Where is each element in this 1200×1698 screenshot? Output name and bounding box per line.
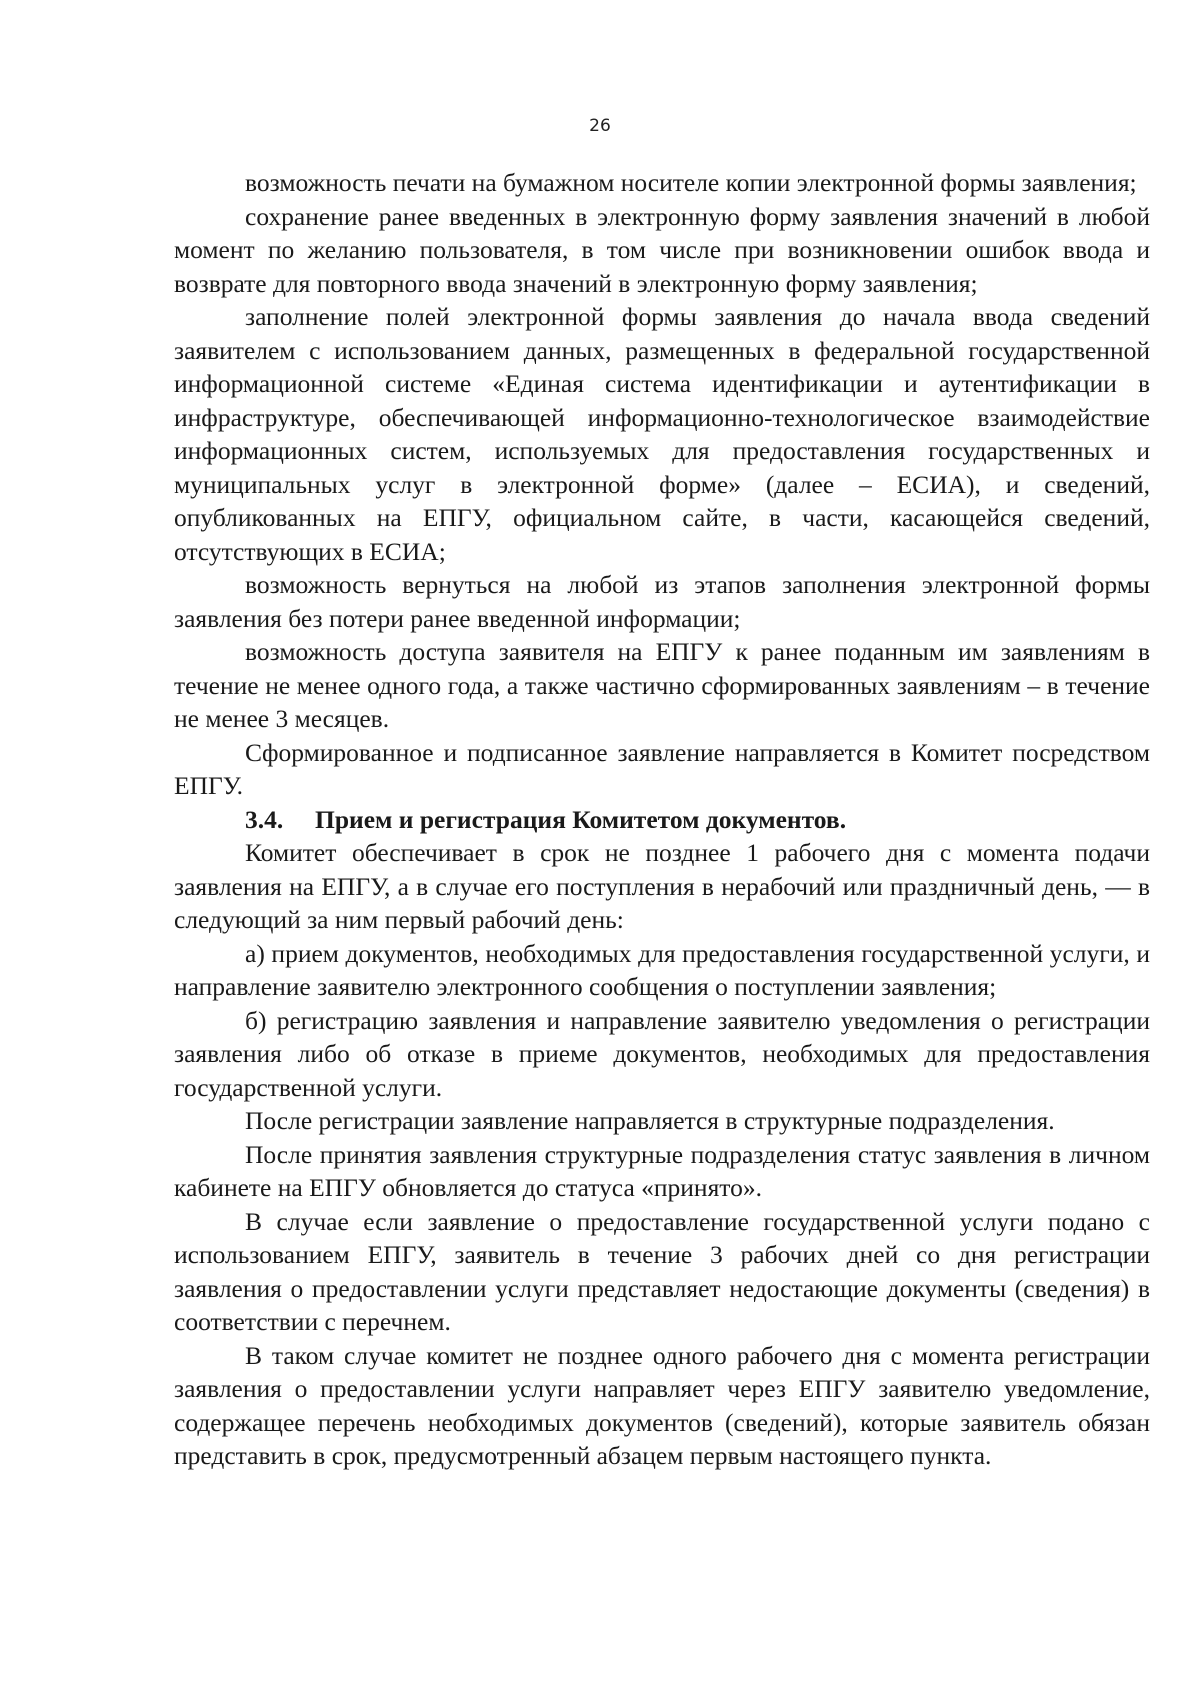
section-number: 3.4. xyxy=(245,804,284,834)
paragraph-save-values: сохранение ранее введенных в электронную форму заявления значений в любой момент по желанию пользователя, в том числе при возникновении ошибок ввода и возврате для повторного ввода значений в электронную форму заявления; xyxy=(174,201,1150,298)
paragraph-esia-autofill: заполнение полей электронной формы заявления до начала ввода сведений заявителем с использованием данных, размещенных в федеральной государственной информационной системе «Единая система идентификации и аутентификации в инфраструктуре, обеспечивающей информационно-технологическое взаимодействие информационных систем, используемых для предоставления государственных и муниципальных услуг в электронной форме» (далее – ЕСИА), и сведений, опубликованных на ЕПГУ, официальном сайте, в части, касающейся сведений, отсутствующих в ЕСИА; xyxy=(174,302,1150,566)
paragraph-print-copy: возможность печати на бумажном носителе копии электронной формы заявления; xyxy=(245,168,1137,197)
document-body xyxy=(174,166,1150,1473)
paragraph-return-to-step: возможность вернуться на любой из этапов заполнения электронной формы заявления без потери ранее введенной информации; xyxy=(174,570,1150,633)
paragraph-item-a: а) прием документов, необходимых для предоставления государственной услуги, и направление заявителю электронного сообщения о поступлении заявления; xyxy=(174,938,1150,1001)
page-number: 26 xyxy=(589,116,611,136)
paragraph-committee-deadline: Комитет обеспечивает в срок не позднее 1 рабочего дня с момента подачи заявления на ЕПГУ, а в случае его поступления в нерабочий или праздничный день, — в следующий за ним первый рабочий день: xyxy=(174,838,1150,934)
paragraph-missing-documents: В случае если заявление о предоставление государственной услуги подано с использованием ЕПГУ, заявитель в течение 3 рабочих дней со дня регистрации заявления о предоставлении услуги представляет недостающие документы (сведения) в соответствии с перечнем. xyxy=(174,1206,1150,1336)
paragraph-item-b: б) регистрацию заявления и направление заявителю уведомления о регистрации заявления либо об отказе в приеме документов, необходимых для предоставления государственной услуги. xyxy=(174,1005,1150,1102)
paragraph-access-applications: возможность доступа заявителя на ЕПГУ к ранее поданным им заявлениям в течение не менее одного года, а также частично сформированных заявлениям – в течение не менее 3 месяцев. xyxy=(174,637,1150,733)
paragraph-after-registration: После регистрации заявление направляется в структурные подразделения. xyxy=(245,1106,1055,1135)
paragraph-notification: В таком случае комитет не позднее одного рабочего дня с момента регистрации заявления о предоставлении услуги направляет через ЕПГУ заявителю уведомление, содержащее перечень необходимых документов (сведений), которые заявитель обязан представить в срок, предусмотренный абзацем первым настоящего пункта. xyxy=(174,1340,1150,1470)
section-heading xyxy=(174,803,1150,837)
paragraph-submission: Сформированное и подписанное заявление направляется в Комитет посредством ЕПГУ. xyxy=(174,737,1150,800)
paragraph-status-update: После принятия заявления структурные подразделения статус заявления в личном кабинете на ЕПГУ обновляется до статуса «принято». xyxy=(174,1139,1150,1202)
section-title: Прием и регистрация Комитетом документов. xyxy=(315,804,847,834)
